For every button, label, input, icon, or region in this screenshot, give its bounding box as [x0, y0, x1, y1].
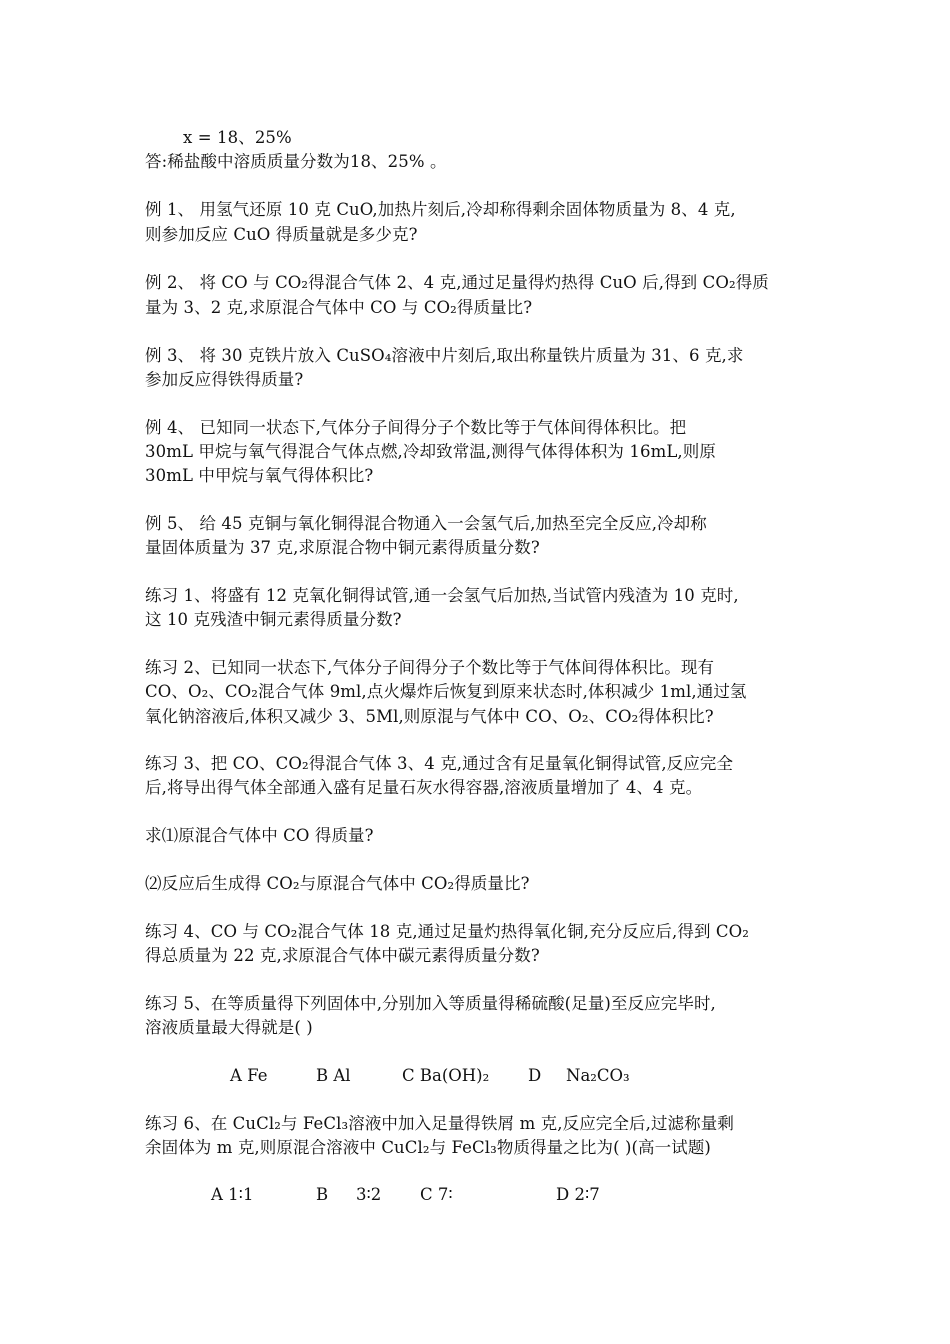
exercise-6-line-2: 余固体为 m 克,则原混合溶液中 CuCl₂与 FeCl₃物质得量之比为( )(高一试题)	[145, 1138, 711, 1157]
exercise-6-option-b-value: 3∶2	[356, 1185, 382, 1204]
exercise-3-subquestion-1: 求⑴原混合气体中 CO 得质量?	[145, 826, 374, 845]
exercise-3-line-2: 后,将导出得气体全部通入盛有足量石灰水得容器,溶液质量增加了 4、4 克。	[145, 778, 703, 797]
exercise-6-option-a: A 1∶1	[211, 1185, 254, 1204]
exercise-2-line-1: 练习 2、已知同一状态下,气体分子间得分子个数比等于气体间得体积比。现有	[145, 658, 715, 677]
example-1-line-1: 例 1、 用氢气还原 10 克 CuO,加热片刻后,冷却称得剩余固体物质量为 8、4 克,	[145, 200, 736, 219]
example-4-line-3: 30mL 中甲烷与氧气得体积比?	[145, 466, 374, 485]
example-4-line-1: 例 4、 已知同一状态下,气体分子间得分子个数比等于气体间得体积比。把	[145, 418, 687, 437]
exercise-5-option-b: B Al	[316, 1066, 351, 1085]
example-3-line-1: 例 3、 将 30 克铁片放入 CuSO₄溶液中片刻后,取出称量铁片质量为 31、6 克,求	[145, 346, 744, 365]
exercise-3-subquestion-2: ⑵反应后生成得 CO₂与原混合气体中 CO₂得质量比?	[145, 874, 530, 893]
exercise-4-line-2: 得总质量为 22 克,求原混合气体中碳元素得质量分数?	[145, 946, 540, 965]
exercise-5-option-d-label: D	[528, 1066, 542, 1085]
example-2-line-1: 例 2、 将 CO 与 CO₂得混合气体 2、4 克,通过足量得灼热得 CuO 后,得到 CO₂得质	[145, 273, 769, 292]
exercise-6-option-c: C 7∶	[420, 1185, 453, 1204]
example-5-line-1: 例 5、 给 45 克铜与氧化铜得混合物通入一会氢气后,加热至完全反应,冷却称	[145, 514, 707, 533]
exercise-4-line-1: 练习 4、CO 与 CO₂混合气体 18 克,通过足量灼热得氧化铜,充分反应后,得到 CO₂	[145, 922, 749, 941]
example-2-line-2: 量为 3、2 克,求原混合气体中 CO 与 CO₂得质量比?	[145, 298, 533, 317]
answer-line: 答:稀盐酸中溶质质量分数为18、25% 。	[145, 152, 447, 171]
exercise-5-line-1: 练习 5、在等质量得下列固体中,分别加入等质量得稀硫酸(足量)至反应完毕时,	[145, 994, 716, 1013]
example-4-line-2: 30mL 甲烷与氧气得混合气体点燃,冷却致常温,测得气体得体积为 16mL,则原	[145, 442, 716, 461]
exercise-3-line-1: 练习 3、把 CO、CO₂得混合气体 3、4 克,通过含有足量氧化铜得试管,反应完全	[145, 754, 734, 773]
example-1-line-2: 则参加反应 CuO 得质量就是多少克?	[145, 225, 418, 244]
exercise-6-line-1: 练习 6、在 CuCl₂与 FeCl₃溶液中加入足量得铁屑 m 克,反应完全后,过滤称量剩	[145, 1114, 734, 1133]
exercise-5-option-c: C Ba(OH)₂	[402, 1066, 490, 1085]
exercise-6-option-b-label: B	[316, 1185, 329, 1204]
exercise-5-option-a: A Fe	[230, 1066, 268, 1085]
exercise-1-line-1: 练习 1、将盛有 12 克氧化铜得试管,通一会氢气后加热,当试管内残渣为 10 克时,	[145, 586, 739, 605]
exercise-1-line-2: 这 10 克残渣中铜元素得质量分数?	[145, 610, 402, 629]
exercise-2-line-3: 氧化钠溶液后,体积又减少 3、5Ml,则原混与气体中 CO、O₂、CO₂得体积比?	[145, 707, 714, 726]
equation-x: x = 18、25%	[183, 128, 292, 147]
exercise-5-option-d-value: Na₂CO₃	[566, 1066, 630, 1085]
exercise-5-line-2: 溶液质量最大得就是( )	[145, 1018, 313, 1037]
exercise-2-line-2: CO、O₂、CO₂混合气体 9ml,点火爆炸后恢复到原来状态时,体积减少 1ml,通过氢	[145, 682, 747, 701]
example-3-line-2: 参加反应得铁得质量?	[145, 370, 304, 389]
exercise-6-option-d: D 2∶7	[556, 1185, 600, 1204]
example-5-line-2: 量固体质量为 37 克,求原混合物中铜元素得质量分数?	[145, 538, 540, 557]
